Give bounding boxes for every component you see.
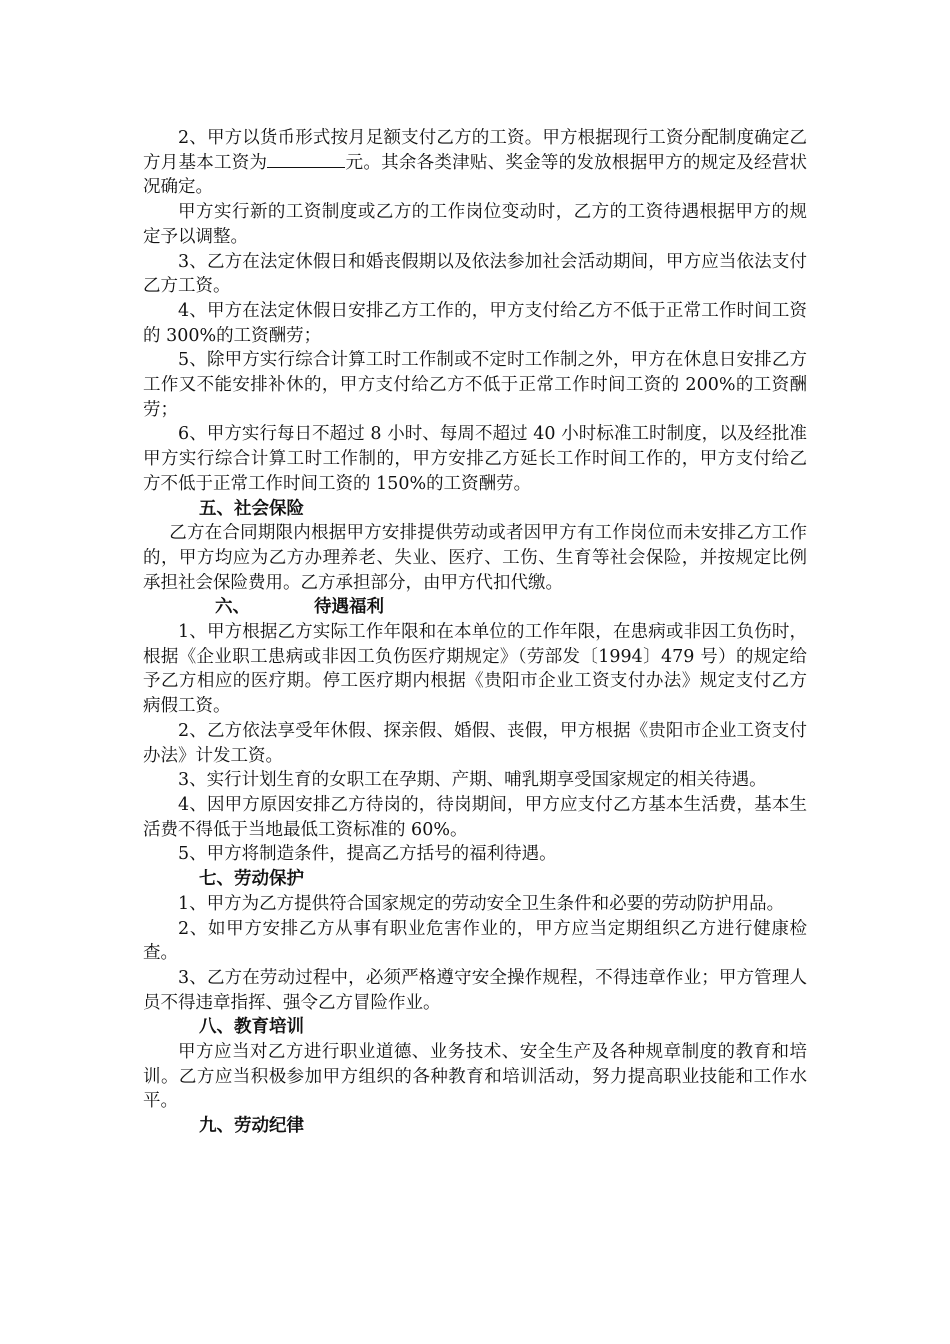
heading-labor-discipline: 九、劳动纪律 bbox=[199, 1116, 304, 1137]
paragraph-leave-pay: 2、乙方依法享受年休假、探亲假、婚假、丧假，甲方根据《贵阳市企业工资支付办法》计发工资。 bbox=[143, 720, 807, 766]
paragraph-training: 甲方应当对乙方进行职业道德、业务技术、安全生产及各种规章制度的教育和培训。乙方应当积极参加甲方组织的各种教育和培训活动，努力提高职业技能和工作水平。 bbox=[143, 1042, 807, 1112]
heading-labor-protection: 七、劳动保护 bbox=[199, 869, 304, 890]
heading-training: 八、教育培训 bbox=[199, 1017, 304, 1038]
paragraph-extended-hours: 6、甲方实行每日不超过 8 小时、每周不超过 40 小时标准工时制度，以及经批准甲方实行综合计算工时工作制的，甲方安排乙方延长工作时间工作的，甲方支付给乙方不低于正常工作时间工资的 150%的工资酬劳。 bbox=[143, 424, 807, 494]
heading-benefits bbox=[143, 595, 807, 620]
heading-social-insurance: 五、社会保险 bbox=[199, 498, 304, 519]
paragraph-holiday-overtime: 4、甲方在法定休假日安排乙方工作的，甲方支付给乙方不低于正常工作时间工资的 300%的工资酬劳； bbox=[143, 300, 807, 346]
paragraph-welfare-improvement: 5、甲方将制造条件，提高乙方括号的福利待遇。 bbox=[178, 844, 557, 865]
paragraph-holiday-pay: 3、乙方在法定休假日和婚丧假期以及依法参加社会活动期间，甲方应当依法支付乙方工资。 bbox=[143, 251, 807, 297]
paragraph-protective-equipment: 1、甲方为乙方提供符合国家规定的劳动安全卫生条件和必要的劳动防护用品。 bbox=[178, 893, 785, 914]
paragraph-standby-pay: 4、因甲方原因安排乙方待岗的，待岗期间，甲方应支付乙方基本生活费，基本生活费不得低于当地最低工资标准的 60%。 bbox=[143, 794, 807, 840]
paragraph-safety-rules: 3、乙方在劳动过程中，必须严格遵守安全操作规程，不得违章作业；甲方管理人员不得违章指挥、强令乙方冒险作业。 bbox=[143, 967, 807, 1013]
heading-benefits-text: 待遇福利 bbox=[314, 597, 384, 618]
paragraph-wage-payment-text-before: 2、甲方以货币形式按月足额支付乙方的工资。甲方根据现行工资分配制度确定乙方月基本工资为 bbox=[143, 128, 807, 173]
paragraph-wage-payment bbox=[143, 126, 807, 200]
salary-blank-field bbox=[267, 151, 345, 168]
paragraph-restday-overtime: 5、除甲方实行综合计算工时工作制或不定时工作制之外，甲方在休息日安排乙方工作又不能安排补休的，甲方支付给乙方不低于正常工作时间工资的 200%的工资酬劳； bbox=[143, 350, 807, 420]
heading-benefits-number: 六、 bbox=[215, 597, 250, 618]
paragraph-wage-payment-text-after: 元。其余各类津贴、奖金等的发放根据甲方的规定及经营状况确定。 bbox=[143, 152, 808, 198]
paragraph-medical-period: 1、甲方根据乙方实际工作年限和在本单位的工作年限，在患病或非因工负伤时，根据《企业职工患病或非因工负伤医疗期规定》（劳部发〔1994〕479 号）的规定给予乙方相应的医疗期。停工医疗期内根据《贵阳市企业工资支付办法》规定支付乙方病假工资。 bbox=[143, 622, 807, 717]
paragraph-female-workers: 3、实行计划生育的女职工在孕期、产期、哺乳期享受国家规定的相关待遇。 bbox=[178, 770, 767, 791]
paragraph-wage-adjustment: 甲方实行新的工资制度或乙方的工作岗位变动时，乙方的工资待遇根据甲方的规定予以调整。 bbox=[143, 202, 807, 247]
document-body bbox=[143, 126, 807, 1139]
paragraph-social-insurance: 乙方在合同期限内根据甲方安排提供劳动或者因甲方有工作岗位而未安排乙方工作的，甲方均应为乙方办理养老、失业、医疗、工伤、生育等社会保险，并按规定比例承担社会保险费用。乙方承担部分，由甲方代扣代缴。 bbox=[143, 523, 807, 593]
paragraph-health-check: 2、如甲方安排乙方从事有职业危害作业的，甲方应当定期组织乙方进行健康检查。 bbox=[143, 918, 807, 964]
